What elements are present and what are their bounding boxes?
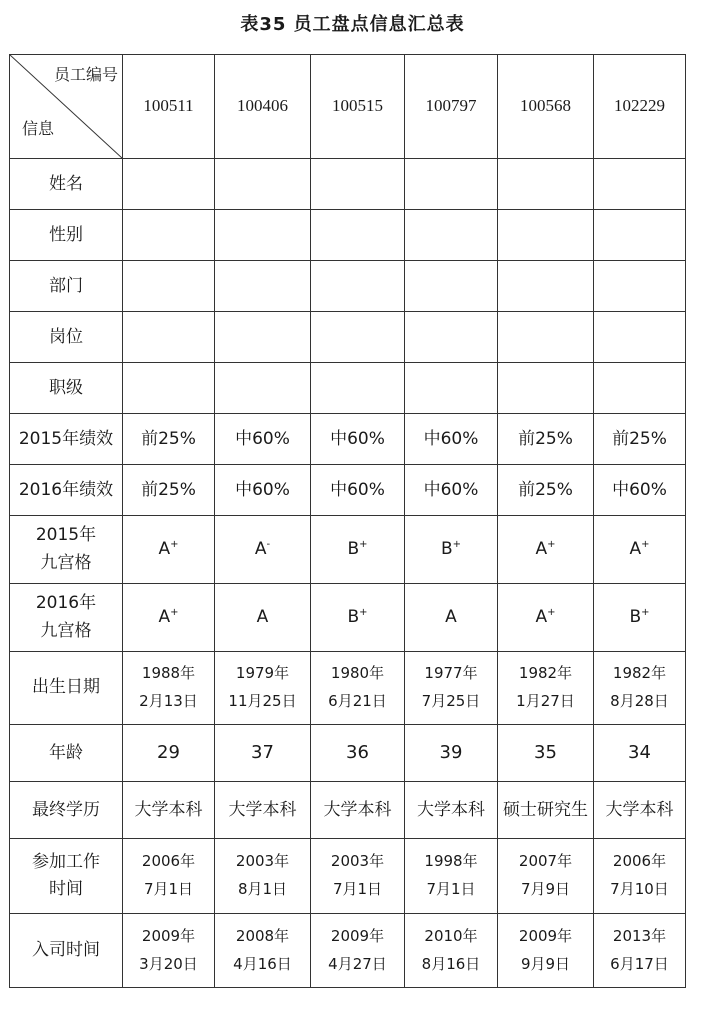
table-row	[10, 363, 686, 414]
row-label: 九宫格	[40, 552, 92, 573]
date-year: 1988年	[141, 664, 196, 683]
data-cell	[123, 363, 215, 414]
grade-modifier: +	[359, 607, 368, 619]
grade-cell	[311, 584, 405, 652]
row-label-cell	[10, 210, 123, 261]
date-day: 8月28日	[610, 692, 669, 710]
row-label: 时间	[49, 879, 83, 899]
grade-modifier: +	[170, 607, 179, 619]
grade-letter: B	[347, 607, 360, 628]
data-cell	[405, 465, 498, 516]
date-day: 9月9日	[520, 954, 571, 973]
date-cell	[215, 914, 311, 988]
row-label: 2015年	[35, 525, 97, 546]
table-row	[10, 414, 686, 465]
cell-text: 35	[534, 742, 557, 764]
date-year: 2003年	[330, 852, 385, 871]
grade-letter: A	[256, 607, 269, 628]
date-day: 1月27日	[516, 692, 575, 710]
data-cell	[594, 261, 686, 312]
data-cell	[123, 159, 215, 210]
row-label-cell	[10, 839, 123, 914]
date-year: 2009年	[518, 926, 573, 945]
data-cell	[594, 465, 686, 516]
row-label-cell	[10, 914, 123, 988]
data-cell	[311, 465, 405, 516]
grade-modifier: +	[359, 539, 368, 551]
date-year: 2003年	[235, 852, 290, 871]
date-day: 3月20日	[139, 954, 198, 973]
grade-modifier: +	[452, 539, 462, 551]
data-cell	[215, 782, 311, 839]
cell-text: 39	[439, 742, 463, 764]
grade-letter: A	[158, 539, 171, 560]
table-row	[10, 210, 686, 261]
data-cell	[594, 363, 686, 414]
date-cell	[594, 652, 686, 725]
grade-cell	[123, 584, 215, 652]
cell-text: 硕士研究生	[503, 799, 588, 820]
data-cell	[311, 414, 405, 465]
grade-cell	[311, 516, 405, 584]
date-year: 2008年	[235, 926, 290, 945]
grade-modifier: -	[266, 539, 271, 551]
data-cell	[123, 210, 215, 261]
cell-text: 大学本科	[134, 799, 203, 820]
table-row	[10, 725, 686, 782]
grade-letter: B	[629, 607, 642, 628]
data-cell	[594, 414, 686, 465]
header-info-label: 信息	[22, 119, 55, 139]
data-cell	[123, 725, 215, 782]
grade-letter: A	[445, 607, 457, 628]
date-year: 1998年	[424, 852, 478, 871]
date-year: 1982年	[612, 664, 667, 683]
table-row	[10, 312, 686, 363]
row-label: 九宫格	[40, 620, 92, 641]
data-cell	[215, 465, 311, 516]
cell-text: 大学本科	[323, 799, 392, 820]
data-cell	[594, 210, 686, 261]
row-label: 岗位	[49, 326, 83, 347]
data-cell	[405, 782, 498, 839]
data-cell	[215, 159, 311, 210]
data-cell	[498, 414, 594, 465]
data-cell	[498, 261, 594, 312]
row-label: 职级	[49, 377, 83, 398]
data-cell	[405, 210, 498, 261]
table-title: 表35 员工盘点信息汇总表	[240, 14, 465, 35]
row-label-cell	[10, 261, 123, 312]
cell-text: 中60%	[612, 479, 667, 500]
data-cell	[215, 261, 311, 312]
employee-id: 100515	[332, 96, 383, 116]
cell-text: 中60%	[330, 428, 385, 449]
grade-cell	[215, 584, 311, 652]
date-year: 1979年	[235, 664, 290, 683]
date-cell	[215, 839, 311, 914]
employee-id: 100797	[425, 96, 477, 116]
grade-modifier: +	[547, 539, 556, 551]
date-cell	[405, 839, 498, 914]
row-label-cell	[10, 312, 123, 363]
data-cell	[498, 210, 594, 261]
date-cell	[405, 652, 498, 725]
date-day: 7月9日	[520, 880, 571, 898]
grade-cell	[123, 516, 215, 584]
data-cell	[498, 782, 594, 839]
date-cell	[498, 839, 594, 914]
date-cell	[311, 914, 405, 988]
cell-text: 29	[157, 742, 180, 764]
data-cell	[594, 725, 686, 782]
grade-modifier: +	[170, 539, 179, 551]
data-cell	[215, 363, 311, 414]
data-cell	[311, 261, 405, 312]
table-row	[10, 839, 686, 914]
data-cell	[123, 312, 215, 363]
date-year: 1980年	[330, 664, 385, 683]
data-cell	[405, 725, 498, 782]
grade-letter: B	[347, 539, 360, 560]
grade-letter: A	[629, 539, 642, 560]
date-year: 2007年	[518, 852, 573, 871]
row-label: 入司时间	[32, 939, 100, 960]
employee-id: 100568	[520, 96, 571, 116]
row-label: 年龄	[49, 742, 83, 763]
table-row	[10, 261, 686, 312]
date-day: 7月10日	[610, 880, 669, 898]
cell-text: 前25%	[518, 479, 573, 500]
data-cell	[215, 414, 311, 465]
grade-cell	[405, 584, 498, 652]
grade-letter: B	[440, 539, 453, 560]
grade-modifier: +	[547, 607, 556, 619]
cell-text: 前25%	[518, 428, 573, 449]
employee-id-cell	[123, 55, 215, 159]
table-row	[10, 159, 686, 210]
employee-summary-table	[9, 54, 686, 988]
data-cell	[311, 159, 405, 210]
grade-letter: A	[535, 607, 548, 628]
table-row	[10, 914, 686, 988]
grade-cell	[594, 584, 686, 652]
data-cell	[311, 782, 405, 839]
cell-text: 前25%	[141, 428, 196, 449]
data-cell	[311, 210, 405, 261]
grade-cell	[215, 516, 311, 584]
cell-text: 中60%	[423, 479, 479, 500]
table-row	[10, 652, 686, 725]
cell-text: 前25%	[141, 479, 196, 500]
date-cell	[123, 652, 215, 725]
date-year: 2006年	[141, 852, 196, 871]
grade-modifier: +	[641, 607, 650, 619]
employee-id-cell	[311, 55, 405, 159]
cell-text: 中60%	[235, 479, 290, 500]
grade-letter: A	[254, 539, 267, 560]
row-label: 部门	[49, 275, 83, 296]
date-year: 2006年	[612, 852, 667, 871]
data-cell	[594, 159, 686, 210]
data-cell	[405, 414, 498, 465]
data-cell	[405, 261, 498, 312]
data-cell	[405, 159, 498, 210]
date-cell	[123, 839, 215, 914]
row-label: 2015年绩效	[18, 428, 114, 449]
cell-text: 中60%	[330, 479, 385, 500]
cell-text: 中60%	[235, 428, 290, 449]
date-day: 7月1日	[143, 880, 194, 898]
row-label: 性别	[49, 224, 83, 245]
grade-cell	[498, 516, 594, 584]
data-cell	[123, 261, 215, 312]
cell-text: 36	[346, 742, 369, 764]
data-cell	[498, 465, 594, 516]
row-label-cell	[10, 584, 123, 652]
employee-id: 100406	[237, 96, 288, 116]
employee-id: 100511	[143, 96, 194, 116]
date-day: 6月21日	[328, 692, 387, 710]
row-label-cell	[10, 363, 123, 414]
row-label-cell	[10, 465, 123, 516]
row-label: 参加工作	[32, 851, 100, 872]
employee-id: 102229	[614, 96, 665, 116]
employee-id-cell	[594, 55, 686, 159]
grade-cell	[405, 516, 498, 584]
cell-text: 37	[251, 742, 274, 764]
cell-text: 中60%	[423, 428, 479, 449]
grade-letter: A	[158, 607, 171, 628]
grade-letter: A	[535, 539, 548, 560]
table-row	[10, 516, 686, 584]
data-cell	[215, 312, 311, 363]
data-cell	[498, 363, 594, 414]
data-cell	[311, 312, 405, 363]
date-day: 4月27日	[328, 954, 387, 973]
row-label: 姓名	[49, 173, 83, 194]
date-day: 2月13日	[139, 692, 198, 710]
date-year: 2010年	[424, 926, 478, 945]
date-day: 7月1日	[332, 880, 383, 898]
employee-id-cell	[405, 55, 498, 159]
row-label-cell	[10, 414, 123, 465]
data-cell	[123, 465, 215, 516]
date-cell	[311, 839, 405, 914]
date-year: 1977年	[424, 664, 478, 683]
table-row	[10, 782, 686, 839]
table-row	[10, 584, 686, 652]
date-day: 11月25日	[228, 692, 297, 710]
header-employee-id-label: 员工编号	[53, 65, 118, 84]
row-label-cell	[10, 516, 123, 584]
data-cell	[311, 363, 405, 414]
date-cell	[498, 914, 594, 988]
data-cell	[498, 159, 594, 210]
row-label-cell	[10, 782, 123, 839]
data-cell	[311, 725, 405, 782]
grade-cell	[498, 584, 594, 652]
data-cell	[215, 210, 311, 261]
cell-text: 34	[628, 742, 651, 764]
row-label: 最终学历	[32, 799, 100, 820]
cell-text: 前25%	[612, 428, 667, 449]
data-cell	[405, 363, 498, 414]
date-cell	[405, 914, 498, 988]
date-cell	[311, 652, 405, 725]
row-label-cell	[10, 652, 123, 725]
data-cell	[594, 782, 686, 839]
row-label: 出生日期	[32, 677, 100, 698]
date-day: 8月1日	[237, 880, 288, 898]
header-row	[10, 55, 686, 159]
data-cell	[405, 312, 498, 363]
date-day: 7月25日	[421, 692, 481, 710]
employee-id-cell	[215, 55, 311, 159]
date-year: 1982年	[518, 664, 573, 683]
date-year: 2009年	[330, 926, 385, 945]
row-label: 2016年	[35, 593, 97, 614]
row-label-cell	[10, 725, 123, 782]
cell-text: 大学本科	[605, 799, 674, 820]
date-day: 6月17日	[610, 954, 669, 973]
date-day: 8月16日	[421, 954, 481, 973]
date-day: 4月16日	[233, 954, 292, 973]
grade-cell	[594, 516, 686, 584]
data-cell	[123, 782, 215, 839]
date-cell	[594, 914, 686, 988]
date-cell	[123, 914, 215, 988]
table-row	[10, 465, 686, 516]
data-cell	[123, 414, 215, 465]
date-year: 2009年	[141, 926, 196, 945]
data-cell	[498, 725, 594, 782]
employee-id-cell	[498, 55, 594, 159]
date-day: 7月1日	[426, 880, 476, 898]
row-label: 2016年绩效	[18, 479, 114, 500]
date-year: 2013年	[612, 926, 667, 945]
date-cell	[594, 839, 686, 914]
date-cell	[215, 652, 311, 725]
cell-text: 大学本科	[417, 799, 485, 820]
cell-text: 大学本科	[228, 799, 297, 820]
data-cell	[498, 312, 594, 363]
data-cell	[215, 725, 311, 782]
grade-modifier: +	[641, 539, 650, 551]
date-cell	[498, 652, 594, 725]
diagonal-header-cell	[10, 55, 123, 159]
data-cell	[594, 312, 686, 363]
row-label-cell	[10, 159, 123, 210]
